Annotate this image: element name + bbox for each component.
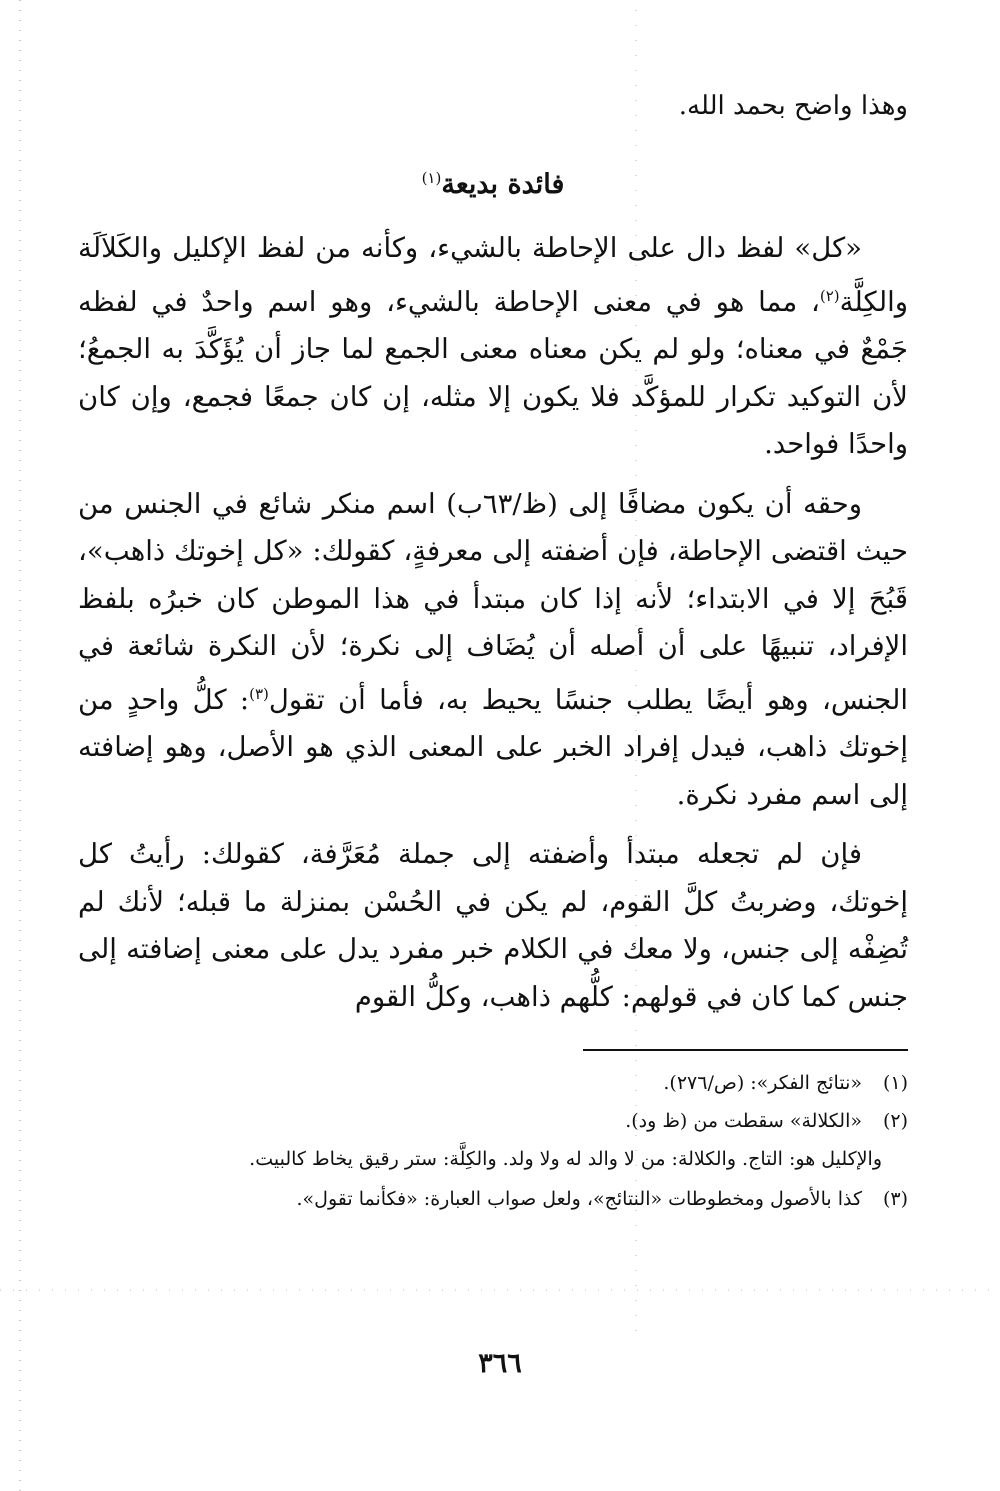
footnote-marker-2: (٢) [819,286,840,305]
footnote-2-number: (٢) [882,1110,908,1133]
footnote-3 [78,1183,908,1215]
footnote-2-text: «الكلالة» سقطت من (ظ ود). [625,1110,862,1133]
paragraph-3-text: فإن لم تجعله مبتدأ وأضفته إلى جملة مُعَرَّفة، كقولك: رأيتُ كل إخوتك، وضربتُ كلَّ القوم، لم يكن في الحُسْن بمنزلة ما قبله؛ لأنك لم تُضِفْه إلى جنس، ولا معك في الكلام خبر مفرد يدل على معنى إضافته إلى جنس كما كان في قولهم: كلُّهم ذاهب، وكلُّ القوم [78,838,908,1013]
footnote-marker-3: (٣) [249,684,269,703]
footnote-1-text: «نتائج الفكر»: (ص/٢٧٦). [663,1072,862,1095]
footnote-2-continuation: والإكليل هو: التاج. والكلالة: من لا والد له ولا ولد. والكِلَّة: ستر رقيق يخاط كالبيت. [249,1148,882,1171]
section-heading [78,156,908,207]
footnote-3-text: كذا بالأصول ومخطوطات «النتائج»، ولعل صواب العبارة: «فكأنما تقول». [296,1188,862,1211]
paragraph-1 [78,225,908,469]
page-number: ٣٦٦ [478,1348,522,1379]
section-heading-text: فائدة بديعة [441,169,565,200]
footnote-1 [78,1067,908,1099]
book-page [78,82,908,1221]
footnote-2 [78,1105,908,1137]
paragraph-1-text-a: «كل» لفظ دال على الإحاطة بالشيء، وكأنه من لفظ الإكليل والكَلاَلَة والكِلَّة [78,232,908,318]
paragraph-2 [78,481,908,820]
footnote-3-number: (٣) [882,1188,908,1211]
paragraph-2-text-a: وحقه أن يكون مضافًا إلى (ظ/٦٣ب) اسم منكر شائع في الجنس من حيث اقتضى الإحاطة، فإن أضفته إلى معرفةٍ، كقولك: «كل إخوتك ذاهب»، قَبُحَ إلا في الابتداء؛ لأنه إذا كان مبتدأ في هذا الموطن كان خبرُه بلفظ الإفراد، تنبيهًا على أن أصله أن يُضَاف إلى نكرة؛ لأن النكرة شائعة في الجنس، وهو أيضًا يطلب جنسًا يحيط به، فأما أن تقول [78,487,908,716]
footnote-marker-1: (١) [421,169,442,187]
footnote-separator [583,1049,908,1051]
paragraph-3 [78,831,908,1021]
paragraph-1-text-b: ، مما هو في معنى الإحاطة بالشيء، وهو اسم واحدٌ في لفظه جَمْعٌ في معناه؛ ولو لم يكن معناه معنى الجمع لما جاز أن يُؤَكَّدَ به الجمعُ؛ لأن التوكيد تكرار للمؤكَّد فلا يكون إلا مثله، إن كان جمعًا فجمع، وإن كان واحدًا فواحد. [78,285,908,461]
paragraph-2-text-b: : كلُّ واحدٍ من إخوتك ذاهب، فيدل إفراد الخبر على المعنى الذي هو الأصل، وهو إضافته إلى اسم مفرد نكرة. [78,683,908,811]
footnote-1-number: (١) [882,1072,908,1095]
opening-line: وهذا واضح بحمد الله. [678,91,908,121]
